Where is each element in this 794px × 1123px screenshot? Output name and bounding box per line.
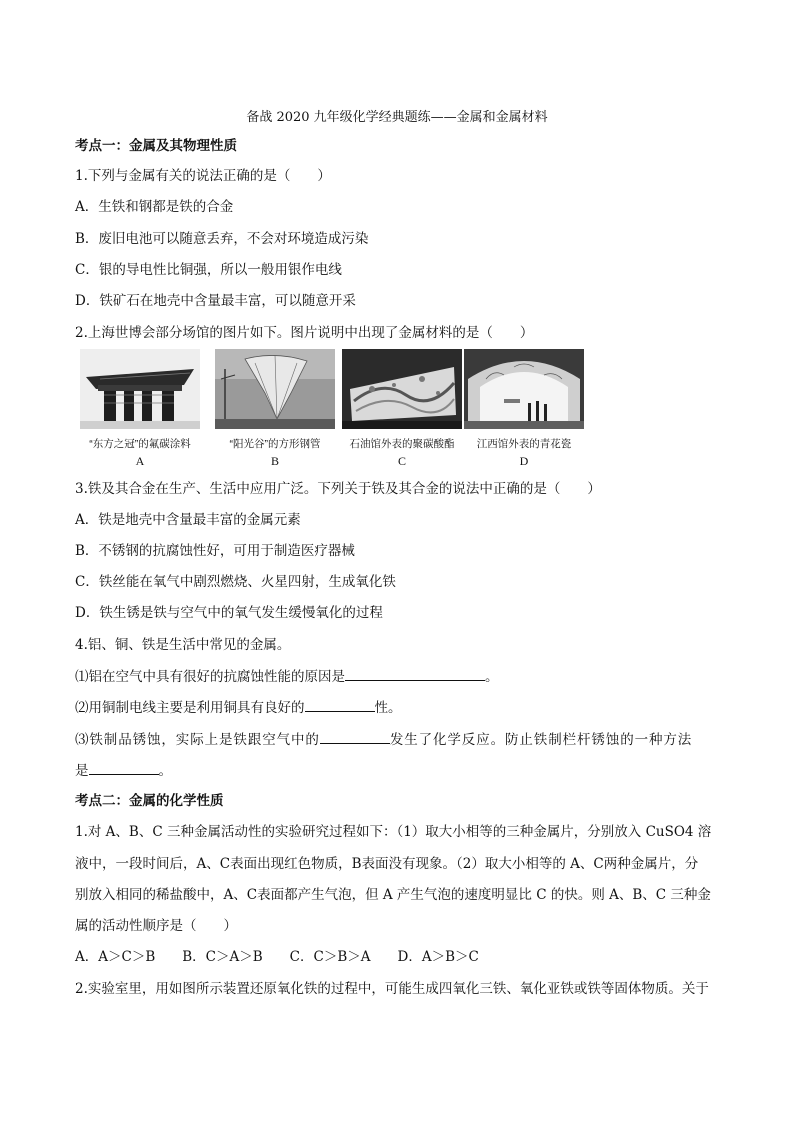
answer-blank-4[interactable] bbox=[89, 761, 159, 775]
s2-q2-line1: 2.实验室里，用如图所示装置还原氧化铁的过程中，可能生成四氧化三铁、氧化亚铁或铁等固体物质。关于 bbox=[75, 981, 709, 997]
image-caption-d: 江西馆外表的青花瓷 bbox=[476, 438, 572, 450]
section1-heading: 考点一：金属及其物理性质 bbox=[75, 138, 237, 154]
s1-q1-option-b: B．废旧电池可以随意丢弃，不会对环境造成污染 bbox=[75, 231, 369, 247]
answer-blank-1[interactable] bbox=[345, 667, 485, 681]
s2-q1-line1: 1.对 A、B、C 三种金属活动性的实验研究过程如下：（1）取大小相等的三种金属片，分别放入 CuSO4 溶 bbox=[75, 824, 712, 840]
s1-q4-part1-end: 。 bbox=[485, 669, 499, 685]
s1-q2-stem: 2.上海世博会部分场馆的图片如下。图片说明中出现了金属材料的是（ ） bbox=[75, 325, 534, 341]
answer-blank-3[interactable] bbox=[320, 730, 390, 744]
jiangxi-pavilion-photo bbox=[464, 349, 584, 429]
s1-q4-part2-text: ⑵用铜制电线主要是利用铜具有良好的 bbox=[75, 700, 305, 716]
image-caption-a: “东方之冠”的氟碳涂料 bbox=[89, 438, 191, 450]
s1-q3-stem: 3.铁及其合金在生产、生活中应用广泛。下列关于铁及其合金的说法中正确的是（ ） bbox=[75, 481, 601, 497]
s1-q1-option-c: C．银的导电性比铜强，所以一般用银作电线 bbox=[75, 262, 342, 278]
s1-q1-option-d: D．铁矿石在地壳中含量最丰富，可以随意开采 bbox=[75, 293, 356, 309]
s2-q1-line3: 别放入相同的稀盐酸中，A、C表面都产生气泡，但 A 产生气泡的速度明显比 C 的快。则 A、B、C 三种金 bbox=[75, 887, 711, 903]
document-title: 备战 2020 九年级化学经典题练——金属和金属材料 bbox=[246, 110, 548, 125]
image-letter-a: A bbox=[135, 454, 145, 468]
image-option-b bbox=[215, 349, 335, 472]
image-option-d bbox=[464, 349, 584, 472]
s1-q1-stem: 1.下列与金属有关的说法正确的是（ ） bbox=[75, 168, 331, 184]
s1-q4-part2 bbox=[75, 698, 402, 717]
oil-pavilion-photo bbox=[342, 349, 462, 429]
china-pavilion-photo bbox=[80, 349, 200, 429]
s1-q4-part3 bbox=[75, 730, 719, 749]
s1-q3-option-d: D．铁生锈是铁与空气中的氧气发生缓慢氧化的过程 bbox=[75, 605, 383, 621]
image-caption-b: “阳光谷”的方形钢管 bbox=[229, 438, 321, 450]
answer-blank-2[interactable] bbox=[305, 698, 375, 712]
s1-q3-option-a: A．铁是地壳中含量最丰富的金属元素 bbox=[75, 512, 301, 528]
s1-q4-part3-line2 bbox=[75, 761, 172, 780]
s1-q3-option-c: C．铁丝能在氧气中剧烈燃烧、火星四射，生成氧化铁 bbox=[75, 574, 396, 590]
image-caption-c: 石油馆外表的聚碳酸酯 bbox=[349, 438, 455, 450]
image-letter-c: C bbox=[397, 454, 406, 468]
s1-q1-option-a: A．生铁和钢都是铁的合金 bbox=[75, 199, 234, 215]
sun-valley-photo bbox=[215, 349, 335, 429]
s2-q1-line4: 属的活动性顺序是（ ） bbox=[75, 918, 237, 934]
s1-q4-part3-line2-text: 是 bbox=[75, 763, 89, 779]
s1-q4-part2-end: 性。 bbox=[374, 700, 402, 716]
s2-q1-options: A．A＞C＞B B．C＞A＞B C．C＞B＞A D．A＞B＞C bbox=[75, 949, 479, 965]
image-option-c bbox=[342, 349, 462, 472]
s1-q4-part3-line2-end: 。 bbox=[158, 763, 172, 779]
s1-q4-part3-text: ⑶铁制品锈蚀，实际上是铁跟空气中的 bbox=[75, 732, 320, 748]
expo-pavilion-images bbox=[80, 349, 600, 472]
image-letter-b: B bbox=[270, 454, 279, 468]
s2-q1-line2: 液中，一段时间后，A、C表面出现红色物质，B表面没有现象。（2）取大小相等的 A、C两种金属片，分 bbox=[75, 856, 699, 872]
image-option-a bbox=[80, 349, 200, 472]
s1-q4-part1 bbox=[75, 667, 499, 686]
section2-heading: 考点二：金属的化学性质 bbox=[75, 793, 224, 809]
s1-q3-option-b: B．不锈钢的抗腐蚀性好，可用于制造医疗器械 bbox=[75, 543, 355, 559]
s1-q4-part1-text: ⑴铝在空气中具有很好的抗腐蚀性能的原因是 bbox=[75, 669, 345, 685]
s1-q4-stem: 4.铝、铜、铁是生活中常见的金属。 bbox=[75, 637, 291, 653]
s1-q4-part3-end: 发生了化学反应。防止铁制栏杆锈蚀的一种方法 bbox=[389, 732, 693, 748]
image-letter-d: D bbox=[519, 454, 529, 468]
